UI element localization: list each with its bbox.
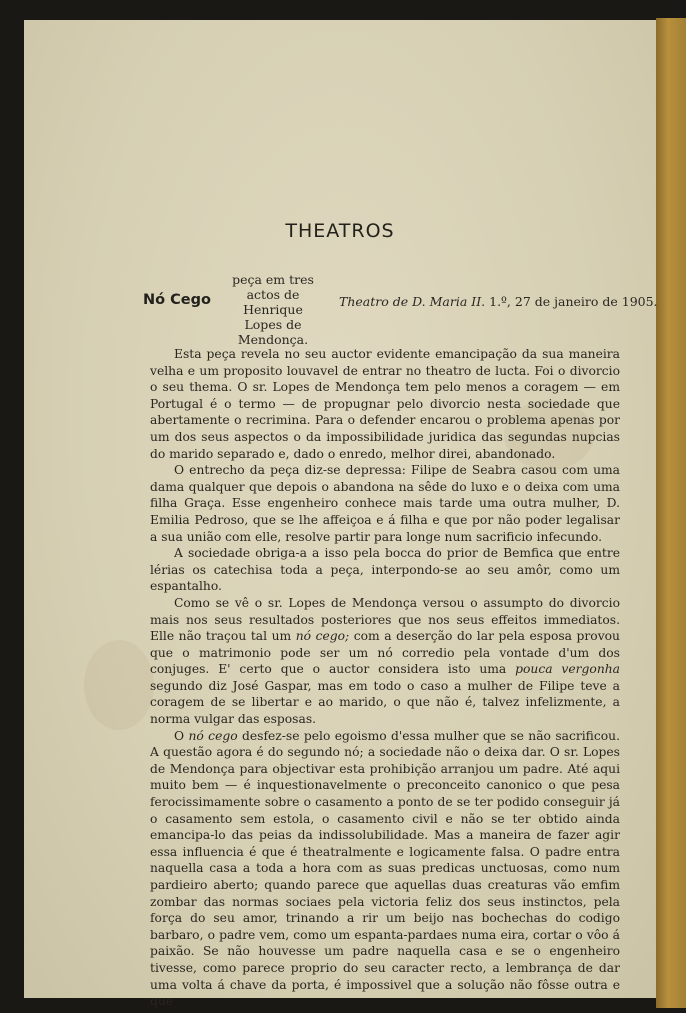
paper-stain (84, 640, 154, 730)
section-title: THEATROS (285, 220, 395, 242)
text-run: O (174, 728, 189, 743)
adjacent-page-edge (656, 18, 686, 1008)
text-run: A sociedade obriga-a a isso pela bocca do prior de Bemfica que entre lérias os catechisa toda a peça, interpondo-se ao seu amôr, como um espantalho. (150, 546, 620, 594)
play-description: peça em tres actos de Henrique Lopes de Mendonça. (232, 272, 314, 347)
venue-name: Theatro de D. Maria II. (339, 294, 486, 309)
venue-date: 1.º, 27 de janeiro de 1905. (485, 294, 658, 309)
text-run: segundo diz José Gaspar, mas em todo o caso a mulher de Filipe teve a coragem de se libertar e ao marido, o que não é, talvez infelizmente, a norma vulgar das esposas. (150, 678, 620, 727)
text-run: Como se vê o sr. Lopes de Mendonça versou o assumpto do divorcio mais nos seus resultados posteriores que nos seus effeitos immediatos. Elle não traçou tal um (150, 595, 620, 644)
review-body (150, 346, 620, 1010)
review-paragraph (150, 728, 620, 1010)
text-run: Esta peça revela no seu auctor evidente emancipação da sua maneira velha e um proposito louvavel de entrar no theatro de lucta. Foi o divorcio o seu thema. O sr. Lopes de Mendonça tem pelo menos a coragem — em Portugal é o termo — de propugnar pelo divorcio nesta sociedade que abertamente o recrimina. Para o defender encarou o problema apenas por um dos seus aspectos o da impossibilidade juridica das segundas nupcias do marido separado e, dado o enredo, melhor direi, abandonado. (150, 347, 620, 461)
text-run: O entrecho da peça diz-se depressa: Filipe de Seabra casou com uma dama qualquer que depois o abandona na sêde do luxo e o deixa com uma filha Graça. Esse engenheiro conhece mais tarde uma outra mulher, D. Emilia Pedroso, que se lhe affeiçoa e á filha e que por não poder legalisar a sua união com elle, resolve partir para longe num sacrificio infecundo. (150, 463, 620, 544)
review-paragraph (150, 545, 620, 595)
play-heading (139, 272, 658, 347)
review-paragraph (150, 595, 620, 728)
text-run: com a deserção do lar pela esposa provou que o matrimonio pode ser um nó corredio pela vontade d'um dos conjuges. E' certo que o auctor considera isto uma (150, 629, 620, 677)
text-run: desfez-se pelo egoismo d'essa mulher que se não sacrificou. A questão agora é do segundo nó; a sociedade não o deixa dar. O sr. Lopes de Mendonça para objectivar esta prohibição arranjou um padre. Até aqui muito bem — é inquestionavelmente o preconceito canonico o que pesa ferocissimamente sobre o casamento a ponto de se ter podido conseguir já o casamento sem estola, o casamento civil e não se ter obtido ainda emancipa-lo das peias da indissolubilidade. Mas a maneira de fazer agir essa influencia é que é theatralmente e logicamente falsa. O padre entra naquella casa a toda a hora com as suas predicas unctuosas, como num pardieiro aberto; quando parece que aquellas duas creaturas vão emfim zombar das normas sociaes pela victoria feliz dos seus instinctos, pela força do seu amor, trinando a rir um beijo nas bochechas do codigo barbaro, o padre vem, como um espanta-pardaes numa eira, cortar o vôo á paixão. Se não houvesse um padre naquella casa e se o engenheiro tivesse, como parece proprio do seu caracter recto, a lembrança de dar uma volta á chave da porta, é impossivel que a solução não fôsse outra e que (150, 728, 620, 1009)
italic-phrase: nó cego (188, 728, 238, 743)
play-venue (339, 294, 658, 309)
italic-phrase: pouca vergonha (515, 662, 620, 677)
review-paragraph (150, 462, 620, 545)
italic-phrase: nó cego; (295, 629, 350, 644)
play-title: Nó Cego (143, 292, 211, 308)
review-paragraph (150, 346, 620, 462)
